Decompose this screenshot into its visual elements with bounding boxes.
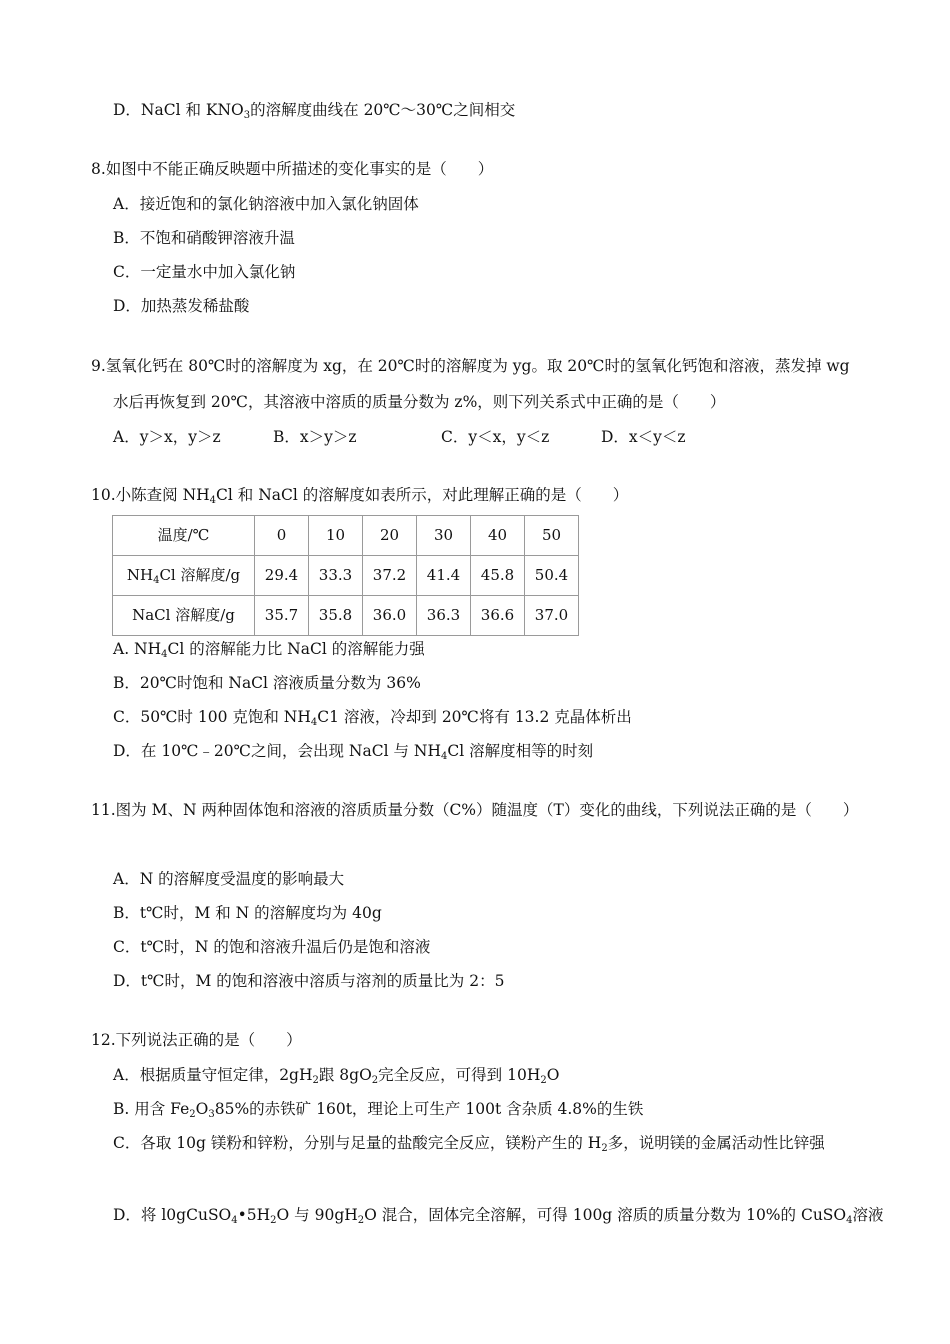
q9-option-c: C．y＜x，y＜z bbox=[441, 428, 550, 446]
q7-option-d: D．NaCl 和 $KNO_3$的溶解度曲线在 20℃～30℃之间相交 bbox=[113, 101, 516, 121]
q10-option-a: A. $NH_4Cl$ 的溶解能力比 NaCl 的溶解能力强 bbox=[113, 640, 425, 660]
table-cell: 30 bbox=[417, 516, 471, 556]
table-row-nh4cl bbox=[113, 556, 579, 596]
q8-option-c: C．一定量水中加入氯化钠 bbox=[113, 263, 296, 281]
q12-option-d: D．将 $l0gCuSO_4•5H_2O$ 与 $90gH_2O$ 混合，固体完全溶解，可得 100g 溶质的质量分数为 10%的 CuSO$_4$溶液 bbox=[113, 1206, 884, 1226]
table-cell: 33.3 bbox=[309, 556, 363, 596]
table-cell: 10 bbox=[309, 516, 363, 556]
q11-option-b: B．t℃时，M 和 N 的溶解度均为 40g bbox=[113, 904, 382, 922]
table-cell: 温度/℃ bbox=[113, 516, 255, 556]
table-cell: 35.7 bbox=[255, 596, 309, 636]
q8-option-b: B．不饱和硝酸钾溶液升温 bbox=[113, 229, 295, 247]
q9-stem-line2: 水后再恢复到 20℃，其溶液中溶质的质量分数为 z%，则下列关系式中正确的是（ ） bbox=[113, 393, 726, 411]
table-row-label: NaCl 溶解度/g bbox=[113, 596, 255, 636]
table-cell: 40 bbox=[471, 516, 525, 556]
table-header-row bbox=[113, 516, 579, 556]
table-cell: 0 bbox=[255, 516, 309, 556]
solubility-table bbox=[112, 515, 579, 636]
q10-option-d: D．在 10℃﹣20℃之间，会出现 NaCl 与 $NH_4Cl$ 溶解度相等的时刻 bbox=[113, 742, 594, 762]
q11-option-c: C．t℃时，N 的饱和溶液升温后仍是饱和溶液 bbox=[113, 938, 431, 956]
table-cell: 50.4 bbox=[525, 556, 579, 596]
table-cell: 45.8 bbox=[471, 556, 525, 596]
table-cell: 37.2 bbox=[363, 556, 417, 596]
q9-option-d: D．x＜y＜z bbox=[601, 428, 686, 446]
q12-option-c: C．各取 10g 镁粉和锌粉，分别与足量的盐酸完全反应，镁粉产生的 $H_2$多，说明镁的金属活动性比锌强 bbox=[113, 1134, 825, 1154]
q11-stem: 11.图为 M、N 两种固体饱和溶液的溶质质量分数（C%）随温度（T）变化的曲线，下列说法正确的是（ ） bbox=[91, 801, 859, 819]
q10-stem: 10.小陈查阅 $NH_4Cl$ 和 NaCl 的溶解度如表所示，对此理解正确的是（ ） bbox=[91, 486, 629, 506]
table-row-nacl bbox=[113, 596, 579, 636]
table-cell: 50 bbox=[525, 516, 579, 556]
q11-option-d: D．t℃时，M 的饱和溶液中溶质与溶剂的质量比为 2：5 bbox=[113, 972, 505, 990]
table-row-label: $NH_4Cl$ 溶解度/g bbox=[113, 556, 255, 596]
q8-stem: 8.如图中不能正确反映题中所描述的变化事实的是（ ） bbox=[91, 160, 494, 178]
table-cell: 36.0 bbox=[363, 596, 417, 636]
table-cell: 35.8 bbox=[309, 596, 363, 636]
table-cell: 36.6 bbox=[471, 596, 525, 636]
q12-option-a: A．根据质量守恒定律，$2gH_2$跟 $8gO_2$完全反应，可得到 $10H_2O$ bbox=[113, 1066, 560, 1086]
q10-option-c: C．50℃时 100 克饱和 $NH_4C1$ 溶液，冷却到 20℃将有 13.2 克晶体析出 bbox=[113, 708, 632, 728]
q11-option-a: A．N 的溶解度受温度的影响最大 bbox=[113, 870, 345, 888]
q8-option-a: A．接近饱和的氯化钠溶液中加入氯化钠固体 bbox=[113, 195, 419, 213]
q8-option-d: D．加热蒸发稀盐酸 bbox=[113, 297, 250, 315]
q9-option-b: B．x＞y＞z bbox=[273, 428, 357, 446]
table-cell: 41.4 bbox=[417, 556, 471, 596]
table-cell: 37.0 bbox=[525, 596, 579, 636]
q9-stem-line1: 9.氢氧化钙在 80℃时的溶解度为 xg，在 20℃时的溶解度为 yg。取 20℃时的氢氧化钙饱和溶液，蒸发掉 wg bbox=[91, 357, 850, 375]
table-cell: 36.3 bbox=[417, 596, 471, 636]
q12-stem: 12.下列说法正确的是（ ） bbox=[91, 1031, 302, 1049]
table-cell: 20 bbox=[363, 516, 417, 556]
q10-option-b: B．20℃时饱和 NaCl 溶液质量分数为 36% bbox=[113, 674, 421, 692]
table-cell: 29.4 bbox=[255, 556, 309, 596]
q12-option-b: B. 用含 $Fe_2O_385\%$的赤铁矿 160t，理论上可生产 100t 含杂质 4.8%的生铁 bbox=[113, 1100, 644, 1120]
q9-option-a: A．y＞x，y＞z bbox=[113, 428, 221, 446]
